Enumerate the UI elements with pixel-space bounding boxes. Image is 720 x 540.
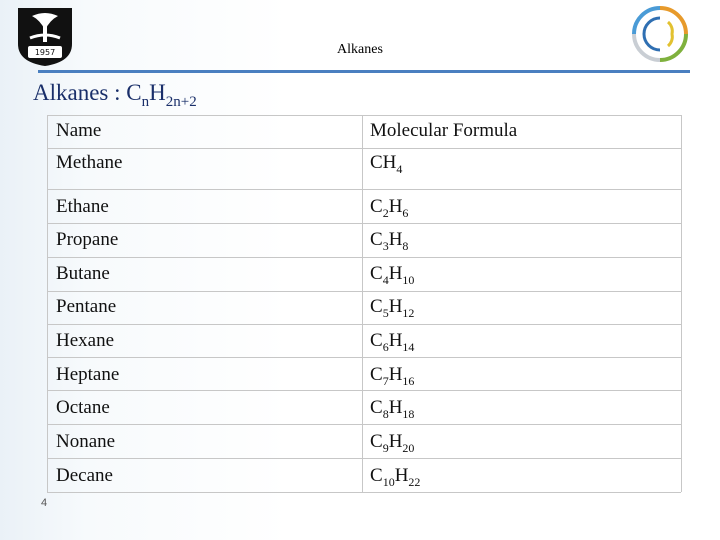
table-cell-name: Decane xyxy=(56,465,113,486)
general-formula-heading xyxy=(33,80,197,110)
table-rule xyxy=(47,390,681,391)
table-cell-formula: $C_5H_{12}$ xyxy=(370,296,415,320)
page-header-title: Alkanes xyxy=(337,42,383,57)
table-cell-name: Pentane xyxy=(56,296,117,317)
heading-sub-2n2: 2n+2 xyxy=(165,94,197,110)
table-rule xyxy=(47,291,681,292)
table-rule xyxy=(47,223,681,224)
table-rule xyxy=(47,148,681,149)
table-cell-formula: $C_8H_{18}$ xyxy=(370,397,415,421)
header-divider xyxy=(38,70,690,73)
page-number: 4 xyxy=(41,497,48,509)
table-border-left xyxy=(47,115,48,492)
table-cell-name: Nonane xyxy=(56,431,116,452)
table-cell-formula: $C_2H_6$ xyxy=(370,196,409,220)
table-rule xyxy=(47,357,681,358)
table-cell-formula: $C_9H_{20}$ xyxy=(370,431,415,455)
heading-h: H xyxy=(149,80,166,105)
table-rule xyxy=(47,324,681,325)
table-cell-name: Heptane xyxy=(56,364,120,385)
logo-year: 1957 xyxy=(34,48,56,57)
table-cell-formula: $C_7H_{16}$ xyxy=(370,364,415,388)
table-rule xyxy=(47,424,681,425)
table-cell-name: Ethane xyxy=(56,196,109,217)
table-rule xyxy=(47,257,681,258)
heading-prefix: Alkanes : C xyxy=(33,80,142,105)
table-cell-formula: $C_{10}H_{22}$ xyxy=(370,465,421,489)
table-cell-formula: $CH_4$ xyxy=(370,152,403,176)
table-cell-formula: $C_4H_{10}$ xyxy=(370,263,415,287)
table-cell-name: Propane xyxy=(56,229,119,250)
table-column-divider xyxy=(362,115,363,492)
table-header-formula: Molecular Formula xyxy=(370,120,518,141)
table-cell-name: Methane xyxy=(56,152,123,173)
table-border-right xyxy=(681,115,682,492)
table-rule xyxy=(47,189,681,190)
table-cell-name: Octane xyxy=(56,397,110,418)
table-border-bottom xyxy=(47,492,681,493)
table-cell-name: Butane xyxy=(56,263,110,284)
table-cell-formula: $C_6H_{14}$ xyxy=(370,330,415,354)
university-logo-icon xyxy=(10,4,80,68)
table-rule xyxy=(47,458,681,459)
heading-sub-n: n xyxy=(141,94,150,110)
table-header-name: Name xyxy=(56,120,102,141)
table-cell-name: Hexane xyxy=(56,330,115,351)
table-cell-formula: $C_3H_8$ xyxy=(370,229,409,253)
table-border-top xyxy=(47,115,681,116)
